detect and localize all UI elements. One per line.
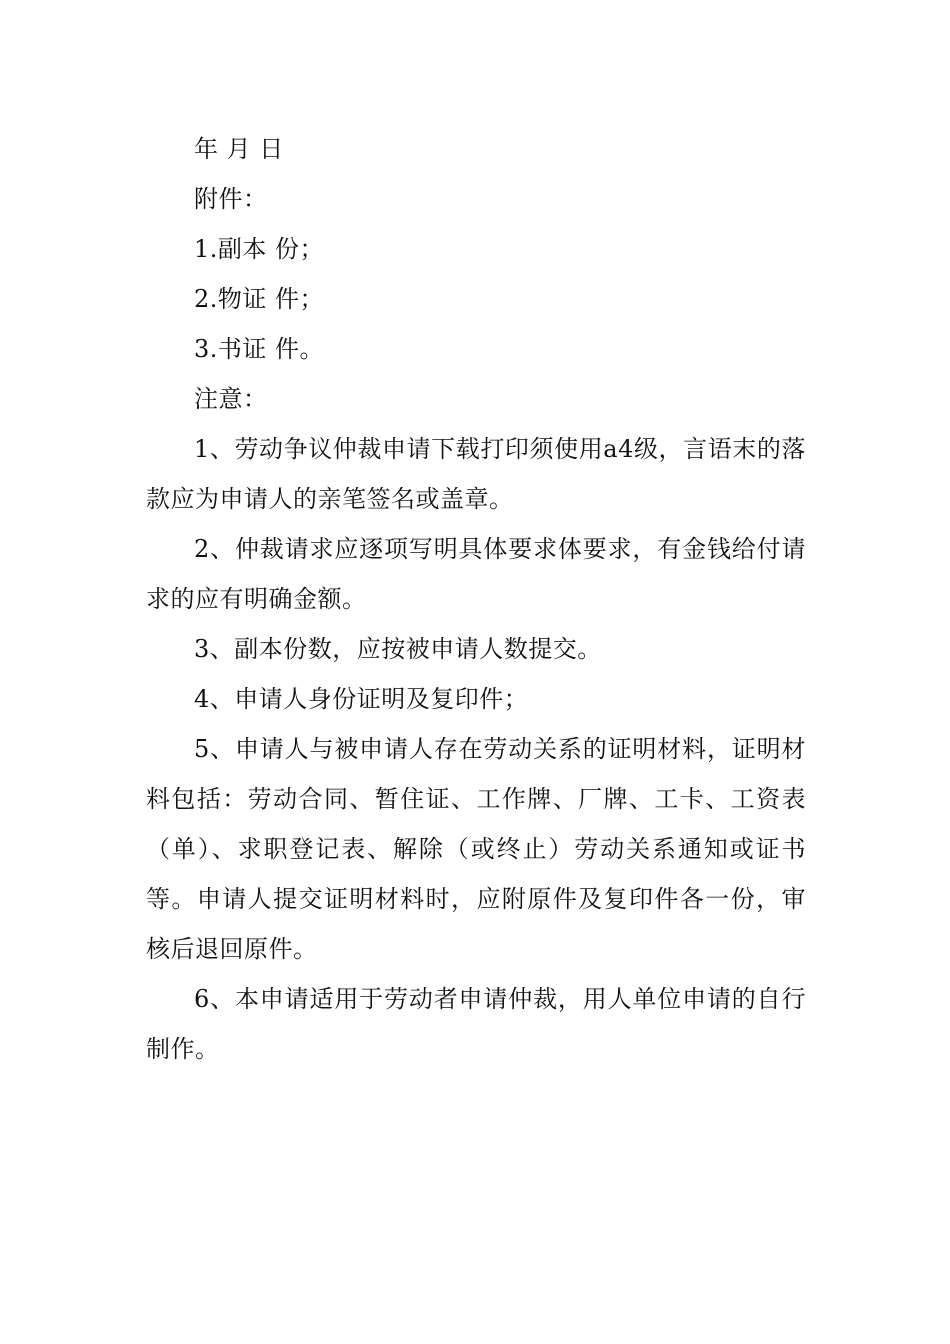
note-item: 2、仲裁请求应逐项写明具体要求体要求，有金钱给付请求的应有明确金额。 <box>146 535 806 613</box>
attachment-item: 3.书证 件。 <box>194 335 325 363</box>
date-line: 年 月 日 <box>194 135 284 163</box>
attachments-heading: 附件： <box>194 185 268 213</box>
note-item: 1、劳动争议仲裁申请下载打印须使用a4级，言语末的落款应为申请人的亲笔签名或盖章。 <box>146 435 806 513</box>
note-item: 5、申请人与被申请人存在劳动关系的证明材料，证明材料包括：劳动合同、暂住证、工作牌、厂牌、工卡、工资表（单）、求职登记表、解除（或终止）劳动关系通知或证书等。申请人提交证明材料时，应附原件及复印件各一份，审核后退回原件。 <box>146 735 806 963</box>
note-item: 3、副本份数，应按被申请人数提交。 <box>194 635 602 663</box>
document-body <box>146 124 806 1074</box>
attachment-item: 2.物证 件； <box>194 285 325 313</box>
notes-heading: 注意： <box>194 385 268 413</box>
attachment-item: 1.副本 份； <box>194 235 325 263</box>
note-item: 6、本申请适用于劳动者申请仲裁，用人单位申请的自行制作。 <box>146 985 806 1063</box>
note-item: 4、申请人身份证明及复印件； <box>194 685 529 713</box>
